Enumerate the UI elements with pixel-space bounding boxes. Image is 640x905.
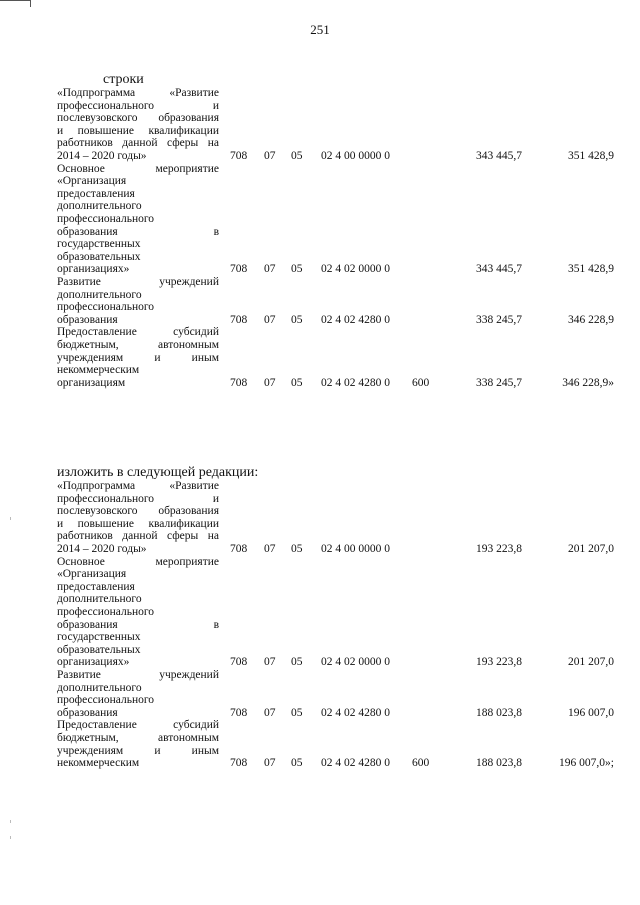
description-line: бюджетным, автономным	[57, 338, 219, 351]
amount-year-1: 338 245,7	[476, 376, 522, 389]
subsection-code: 05	[291, 706, 303, 719]
description-line: образовательных	[57, 643, 141, 656]
ministry-code: 708	[230, 656, 248, 669]
target-article-code: 02 4 02 0000 0	[321, 263, 390, 276]
subsection-code: 05	[291, 376, 303, 389]
description-line: Предоставление субсидий	[57, 719, 219, 732]
scan-mark	[10, 820, 11, 823]
target-article-code: 02 4 02 0000 0	[321, 656, 390, 669]
description-line: государственных	[57, 238, 141, 251]
section-code: 07	[264, 313, 276, 326]
description-line: образования в	[57, 618, 219, 631]
description-line: профессионального и	[57, 492, 219, 505]
description-line: некоммерческим	[57, 757, 140, 770]
row-description	[57, 163, 219, 276]
target-article-code: 02 4 00 0000 0	[321, 543, 390, 555]
description-line: работников данной сферы на	[57, 530, 219, 543]
description-line: профессионального	[57, 694, 155, 707]
amount-year-2: 351 428,9	[568, 263, 614, 276]
ministry-code: 708	[230, 757, 248, 770]
row-description	[57, 87, 219, 163]
target-article-code: 02 4 00 0000 0	[321, 150, 390, 162]
description-line: бюджетным, автономным	[57, 731, 219, 744]
expense-type-code: 600	[412, 757, 430, 770]
ministry-code: 708	[230, 376, 248, 389]
amount-year-2: 346 228,9»	[562, 376, 614, 389]
subsection-code: 05	[291, 656, 303, 669]
row-description	[57, 556, 219, 669]
target-article-code: 02 4 02 4280 0	[321, 706, 390, 719]
section-code: 07	[264, 757, 276, 770]
description-line: дополнительного	[57, 200, 142, 213]
description-line: профессионального	[57, 605, 155, 618]
row-description	[57, 326, 219, 389]
amount-year-1: 343 445,7	[476, 150, 522, 162]
section-code: 07	[264, 376, 276, 389]
ministry-code: 708	[230, 706, 248, 719]
section-code: 07	[264, 706, 276, 719]
amount-year-1: 193 223,8	[476, 656, 522, 669]
amount-year-1: 188 023,8	[476, 706, 522, 719]
description-line: учреждениям и иным	[57, 744, 219, 757]
description-line: дополнительного	[57, 288, 142, 301]
section-code: 07	[264, 543, 276, 555]
section-code: 07	[264, 656, 276, 669]
description-line: предоставления	[57, 187, 135, 200]
description-line: Основное мероприятие	[57, 555, 219, 568]
amount-year-2: 201 207,0	[568, 543, 614, 555]
subsection-code: 05	[291, 313, 303, 326]
amount-year-2: 196 007,0»;	[559, 757, 614, 770]
amount-year-1: 338 245,7	[476, 313, 522, 326]
description-line: Развитие учреждений	[57, 669, 219, 681]
description-line: профессионального	[57, 301, 155, 314]
ministry-code: 708	[230, 313, 248, 326]
amount-year-2: 201 207,0	[568, 656, 614, 669]
heading-stroki: строки	[103, 72, 144, 87]
description-line: образовательных	[57, 250, 141, 263]
subsection-code: 05	[291, 150, 303, 162]
amount-year-1: 343 445,7	[476, 263, 522, 276]
amount-year-2: 346 228,9	[568, 313, 614, 326]
description-line: дополнительного	[57, 593, 142, 606]
description-line: образования	[57, 313, 118, 326]
description-line: и повышение квалификации	[57, 517, 219, 530]
description-line: дополнительного	[57, 681, 142, 694]
description-line: послевузовского образования	[57, 505, 219, 518]
description-line: учреждениям и иным	[57, 351, 219, 364]
heading-new-edition: изложить в следующей редакции:	[57, 465, 259, 480]
section-code: 07	[264, 150, 276, 162]
description-line: «Организация	[57, 568, 127, 581]
description-line: профессионального и	[57, 99, 219, 112]
page-number: 251	[310, 22, 330, 37]
description-line: 2014 – 2020 годы»	[57, 149, 147, 162]
target-article-code: 02 4 02 4280 0	[321, 376, 390, 389]
amount-year-1: 188 023,8	[476, 757, 522, 770]
description-line: государственных	[57, 631, 141, 644]
scan-mark	[10, 517, 11, 520]
amount-year-2: 196 007,0	[568, 706, 614, 719]
row-description	[57, 669, 219, 719]
description-line: организациях»	[57, 656, 130, 669]
page-corner-mark	[0, 0, 31, 7]
amount-year-1: 193 223,8	[476, 543, 522, 555]
description-line: организациях»	[57, 263, 130, 276]
description-line: организациям	[57, 376, 126, 389]
description-line: предоставления	[57, 580, 135, 593]
ministry-code: 708	[230, 263, 248, 276]
subsection-code: 05	[291, 543, 303, 555]
target-article-code: 02 4 02 4280 0	[321, 757, 390, 770]
description-line: образования	[57, 706, 118, 719]
description-line: «Организация	[57, 175, 127, 188]
row-description	[57, 480, 219, 556]
ministry-code: 708	[230, 150, 248, 162]
subsection-code: 05	[291, 263, 303, 276]
description-line: «Подпрограмма «Развитие	[57, 480, 219, 492]
description-line: Основное мероприятие	[57, 162, 219, 175]
row-description	[57, 276, 219, 326]
description-line: Развитие учреждений	[57, 276, 219, 288]
description-line: послевузовского образования	[57, 112, 219, 125]
description-line: работников данной сферы на	[57, 137, 219, 150]
description-line: «Подпрограмма «Развитие	[57, 87, 219, 99]
target-article-code: 02 4 02 4280 0	[321, 313, 390, 326]
description-line: и повышение квалификации	[57, 124, 219, 137]
section-code: 07	[264, 263, 276, 276]
expense-type-code: 600	[412, 376, 430, 389]
description-line: профессионального	[57, 212, 155, 225]
amount-year-2: 351 428,9	[568, 150, 614, 162]
ministry-code: 708	[230, 543, 248, 555]
subsection-code: 05	[291, 757, 303, 770]
description-line: 2014 – 2020 годы»	[57, 542, 147, 555]
scan-mark	[10, 836, 11, 839]
description-line: некоммерческим	[57, 364, 140, 377]
description-line: образования в	[57, 225, 219, 238]
description-line: Предоставление субсидий	[57, 326, 219, 339]
row-description	[57, 719, 219, 769]
